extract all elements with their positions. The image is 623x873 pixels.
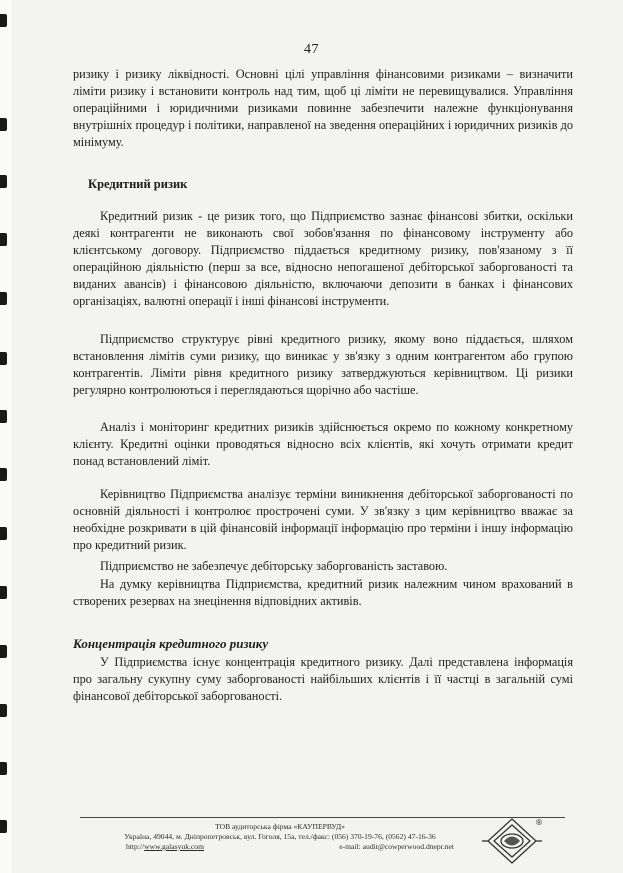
footer-address: Україна, 49044, м. Дніпропетровськ, вул. Гоголя, 15а, тел./факс: (056) 370-19-76, (0562) 47-16-36: [124, 832, 436, 841]
footer: [80, 822, 480, 852]
binding-hole: [0, 468, 7, 481]
cowperwood-logo-icon: [482, 816, 542, 866]
footer-website[interactable]: [126, 842, 204, 852]
binding-hole: [0, 292, 7, 305]
concentration-paragraph: У Підприємства існує концентрація кредитного ризику. Далі представлена інформація про загальну сукупну суму заборгованості найбільших клієнтів і її частці в загальній сумі фінансової дебіторської заборгованості.: [73, 655, 573, 703]
credit-risk-monitoring: Аналіз і моніторинг кредитних ризиків здійснюється окремо по кожному конкретному клієнту. Кредитні оцінки проводяться відносно всіх клієнтів, які хочуть отримати кредит понад встановлений ліміт.: [73, 420, 573, 468]
binding-hole: [0, 14, 7, 27]
collateral-note: Підприємство не забезпечує дебіторську заборгованість заставою.: [100, 559, 448, 573]
receivables-analysis: Керівництво Підприємства аналізує терміни виникнення дебіторської заборгованості по основній діяльності і контролює прострочені суми. У зв'язку з цим керівництво вважає за необхідне розкривати в цій фінансовій інформації інформацію про терміни і іншу інформацію про кредитний ризик.: [73, 487, 573, 552]
credit-risk-heading: Кредитний ризик: [88, 177, 188, 191]
footer-website-link[interactable]: www.galasyuk.com: [144, 842, 204, 851]
binding-hole: [0, 352, 7, 365]
footer-http-prefix: http://: [126, 842, 145, 851]
binding-hole: [0, 762, 7, 775]
binding-margin: [0, 0, 11, 873]
binding-hole: [0, 233, 7, 246]
footer-company: ТОВ аудиторська фірма «КАУПЕРВУД»: [215, 822, 345, 831]
credit-risk-limits: Підприємство структурує рівні кредитного ризику, якому воно піддається, шляхом встановлення лімітів суми ризику, що виникає у зв'язку з одним контрагентом або групою контрагентів. Ліміти рівня кредитного ризику затверджуються керівництвом. Ці ризики регулярно контролюються і переглядаються щорічно або частіше.: [73, 332, 573, 397]
binding-hole: [0, 410, 7, 423]
binding-hole: [0, 118, 7, 131]
binding-hole: [0, 704, 7, 717]
credit-risk-definition: Кредитний ризик - це ризик того, що Підприємство зазнає фінансові збитки, оскільки деякі контрагенти не виконають свої зобов'язання по фінансовому інструменту або клієнтському договору. Підприємство піддається кредитному ризику, пов'язаному з її операційною діяльністю (перш за все, відносно непогашеної дебіторської заборгованості та виданих авансів) і фінансовою діяльністю, включаючи депозити в банках і фінансових організаціях, валютні операції і інші фінансові інструменти.: [73, 209, 573, 308]
management-opinion: На думку керівництва Підприємства, кредитний ризик належним чином врахований в створених резервах на знецінення відповідних активів.: [73, 577, 573, 608]
binding-hole: [0, 586, 7, 599]
concentration-heading: Концентрація кредитного ризику: [73, 636, 269, 651]
page-number: 47: [304, 42, 319, 57]
footer-contacts: [80, 842, 480, 852]
binding-hole: [0, 820, 7, 833]
binding-hole: [0, 645, 7, 658]
binding-hole: [0, 175, 7, 188]
intro-paragraph: ризику і ризику ліквідності. Основні цілі управління фінансовими ризиками – визначити ліміти ризику і встановити контроль над тим, щоб ці ліміти не перевищувалися. Управління операційними і юридичними ризиками повинне забезпечити належне функціонування внутрішніх процедур і політики, направленої на зведення операційних і юридичних ризиків до мінімуму.: [73, 67, 573, 149]
registered-mark: ®: [535, 818, 543, 827]
footer-email[interactable]: e-mail: audit@cowperwood.dnepr.net: [339, 842, 454, 851]
binding-hole: [0, 527, 7, 540]
